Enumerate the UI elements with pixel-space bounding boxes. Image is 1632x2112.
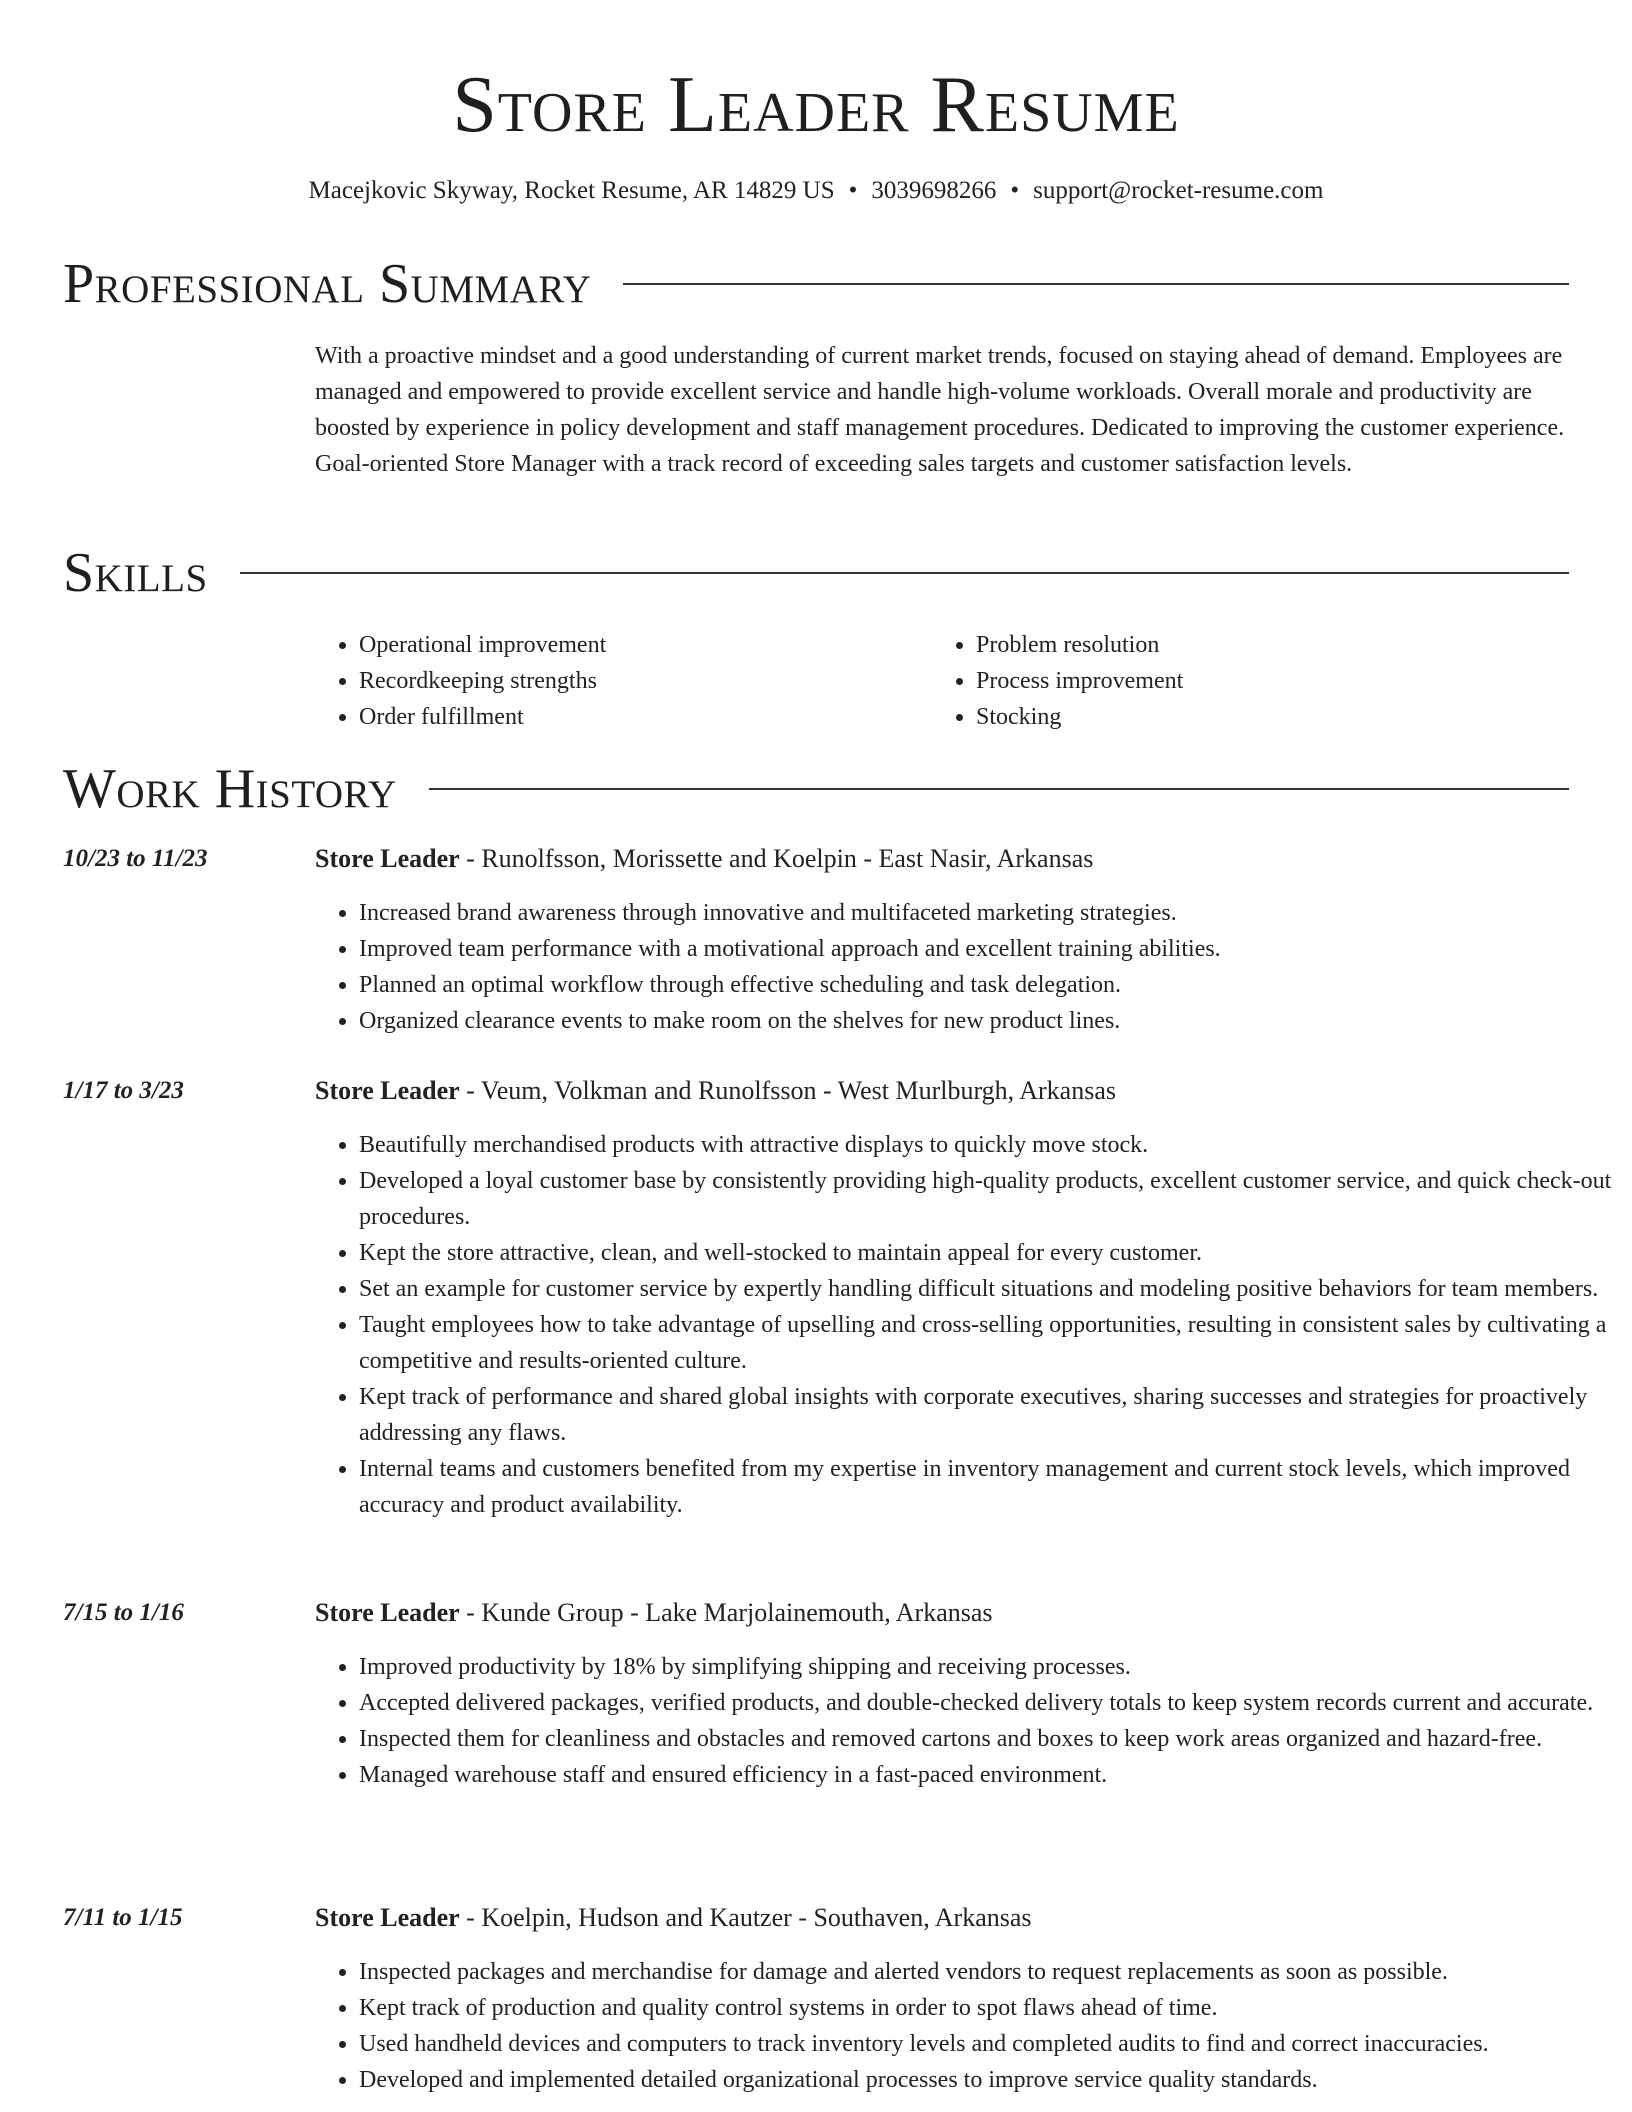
- job-bullet: • Planned an optimal workflow through effective scheduling and task delegation.: [359, 967, 1614, 1003]
- job-bullet: • Internal teams and customers benefited from my expertise in inventory management and current stock levels, which improved accuracy and product availability.: [359, 1451, 1614, 1523]
- job-bullet: • Developed and implemented detailed organizational processes to improve service quality standards.: [359, 2062, 1614, 2098]
- job-bullet: • Kept the store attractive, clean, and well-stocked to maintain appeal for every customer.: [359, 1235, 1614, 1271]
- skill-item: • Process improvement: [976, 663, 1549, 699]
- section-divider: [429, 788, 1569, 790]
- section-title-work: Work History: [63, 758, 397, 820]
- job-title: Store Leader: [315, 1903, 460, 1932]
- job-dates: 10/23 to 11/23: [63, 845, 208, 872]
- section-header-skills: [63, 541, 1569, 605]
- summary-text: With a proactive mindset and a good understanding of current market trends, focused on staying ahead of demand. Employees are managed and empowered to provide excellent service and handle high-volume workloads. Overall morale and productivity are boosted by experience in policy development and staff management procedures. Dedicated to improving the customer experience. Goal-oriented Store Manager with a track record of exceeding sales targets and customer satisfaction levels.: [315, 343, 1565, 477]
- skill-item: • Problem resolution: [976, 627, 1549, 663]
- section-header-summary: [63, 252, 1569, 316]
- contact-separator: •: [1010, 177, 1020, 204]
- job-bullet: • Used handheld devices and computers to track inventory levels and completed audits to find and correct inaccuracies.: [359, 2026, 1614, 2062]
- contact-phone: 3039698266: [871, 177, 997, 204]
- job-bullet: • Kept track of performance and shared global insights with corporate executives, sharing successes and strategies for proactively addressing any flaws.: [359, 1379, 1614, 1451]
- job-bullets: [315, 895, 1614, 1039]
- section-divider: [240, 572, 1569, 574]
- resume-title: Store Leader Resume: [452, 61, 1180, 149]
- skill-item: • Order fulfillment: [359, 699, 932, 735]
- job-bullet: • Managed warehouse staff and ensured efficiency in a fast-paced environment.: [359, 1757, 1614, 1793]
- job-bullet: • Organized clearance events to make room on the shelves for new product lines.: [359, 1003, 1614, 1039]
- skill-item: • Stocking: [976, 699, 1549, 735]
- job-title: Store Leader: [315, 844, 460, 873]
- job-bullet: • Set an example for customer service by expertly handling difficult situations and modeling positive behaviors for team members.: [359, 1271, 1614, 1307]
- job-employer-location: - Runolfsson, Morissette and Koelpin - East Nasir, Arkansas: [459, 844, 1094, 873]
- job-bullet: • Beautifully merchandised products with attractive displays to quickly move stock.: [359, 1127, 1614, 1163]
- job-bullet: • Developed a loyal customer base by consistently providing high-quality products, excellent customer service, and quick check-out procedures.: [359, 1163, 1614, 1235]
- job-bullet: • Increased brand awareness through innovative and multifaceted marketing strategies.: [359, 895, 1614, 931]
- job-heading: [315, 841, 1093, 877]
- job-bullet: • Taught employees how to take advantage of upselling and cross-selling opportunities, resulting in consistent sales by cultivating a competitive and results-oriented culture.: [359, 1307, 1614, 1379]
- section-header-work: [63, 757, 1569, 821]
- job-bullet: • Inspected packages and merchandise for damage and alerted vendors to request replacements as soon as possible.: [359, 1954, 1614, 1990]
- job-heading: [315, 1900, 1032, 1936]
- contact-email: support@rocket-resume.com: [1033, 177, 1324, 204]
- job-dates: 7/11 to 1/15: [63, 1904, 183, 1931]
- skills-column-right: [932, 627, 1549, 735]
- job-dates: 1/17 to 3/23: [63, 1077, 184, 1104]
- job-bullet: • Accepted delivered packages, verified products, and double-checked delivery totals to keep system records current and accurate.: [359, 1685, 1614, 1721]
- job-title: Store Leader: [315, 1076, 460, 1105]
- contact-line: [0, 174, 1632, 208]
- job-bullets: [315, 1127, 1614, 1523]
- contact-address: Macejkovic Skyway, Rocket Resume, AR 14829 US: [308, 177, 835, 204]
- job-bullet: • Improved team performance with a motivational approach and excellent training abilities.: [359, 931, 1614, 967]
- job-heading: [315, 1073, 1116, 1109]
- job-employer-location: - Veum, Volkman and Runolfsson - West Murlburgh, Arkansas: [459, 1076, 1116, 1105]
- job-bullet: • Inspected them for cleanliness and obstacles and removed cartons and boxes to keep work areas organized and hazard-free.: [359, 1721, 1614, 1757]
- skills-column-left: [315, 627, 932, 735]
- section-divider: [623, 283, 1569, 285]
- skills-list: [315, 627, 1570, 735]
- contact-separator: •: [848, 177, 858, 204]
- skill-item: • Operational improvement: [359, 627, 932, 663]
- job-title: Store Leader: [315, 1598, 460, 1627]
- job-employer-location: - Kunde Group - Lake Marjolainemouth, Arkansas: [459, 1598, 993, 1627]
- section-title-skills: Skills: [63, 542, 208, 604]
- job-bullet: • Kept track of production and quality control systems in order to spot flaws ahead of time.: [359, 1990, 1614, 2026]
- skill-item: • Recordkeeping strengths: [359, 663, 932, 699]
- job-bullet: • Improved productivity by 18% by simplifying shipping and receiving processes.: [359, 1649, 1614, 1685]
- section-title-summary: Professional Summary: [63, 253, 592, 315]
- job-dates: 7/15 to 1/16: [63, 1599, 184, 1626]
- job-employer-location: - Koelpin, Hudson and Kautzer - Southaven, Arkansas: [459, 1903, 1032, 1932]
- job-bullets: [315, 1954, 1614, 2098]
- job-heading: [315, 1595, 993, 1631]
- job-bullets: [315, 1649, 1614, 1793]
